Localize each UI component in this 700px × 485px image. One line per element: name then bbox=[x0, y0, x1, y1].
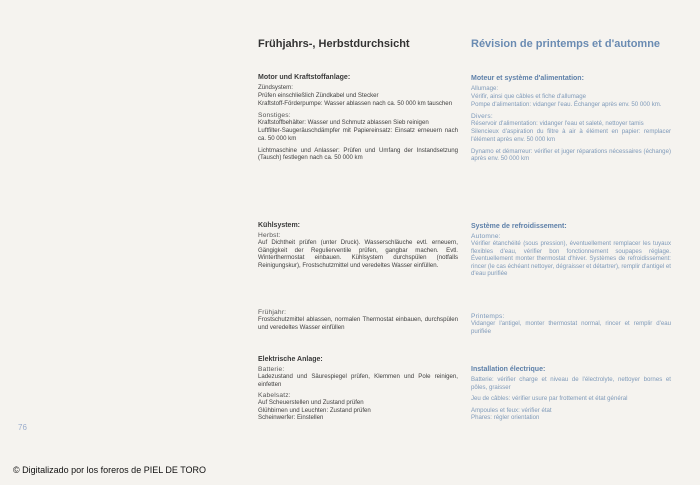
german-section-fruehjahr bbox=[258, 309, 458, 335]
german-fruehjahr-label: Frühjahr: bbox=[258, 309, 287, 316]
french-refroid-heading: Système de refroidissement: bbox=[471, 223, 567, 230]
french-pompe: Pompe d'alimentation: vidanger l'eau. Échanger après env. 50 000 km. bbox=[471, 101, 662, 109]
german-fruehjahr-text: Frostschutzmittel ablassen, normalen Thermostat einbauen, durchspülen und veredeltes Wasser einfüllen bbox=[258, 316, 458, 331]
german-section-elektrik bbox=[258, 356, 458, 426]
french-automne-text: Vérifier étanchéité (sous pression), éventuellement remplacer les tuyaux flexibles d'eau, vérifier bon fonctionnement soupapes réglage. Éventuellement monter thermostat d'hiver. Systèmes de refroidissement: rincer (le cas échéant nettoyer, dégraisser et détartrer), remplir d'antigel et d'eau purifiée bbox=[471, 240, 671, 278]
german-kabel-label: Kabelsatz: bbox=[258, 392, 291, 400]
french-section-printemps bbox=[471, 313, 671, 339]
german-motor-heading: Motor und Kraftstoffanlage: bbox=[258, 74, 351, 81]
french-section-moteur bbox=[471, 75, 671, 167]
german-zuendsystem: Zündsystem: Prüfen einschließlich Zündkabel und Stecker bbox=[258, 84, 379, 99]
french-batterie: Batterie: vérifier charge et niveau de l'électrolyte, nettoyer bornes et pôles, graisser bbox=[471, 376, 671, 391]
german-foerderpumpe: Kraftstoff-Förderpumpe: Wasser ablassen nach ca. 50 000 km tauschen bbox=[258, 100, 453, 108]
french-moteur-heading: Moteur et système d'alimentation: bbox=[471, 75, 584, 82]
french-silencieux: Silencieux d'aspiration du filtre à air à élément en papier: remplacer l'élément après env. 50 000 km bbox=[471, 128, 671, 143]
page-number: 76 bbox=[18, 423, 27, 432]
german-kuehl-heading: Kühlsystem: bbox=[258, 222, 301, 229]
german-lichtmaschine: Lichtmaschine und Anlasser: Prüfen und Umfang der Instandsetzung (Tausch) festlegen nach ca. 50 000 km bbox=[258, 146, 458, 162]
french-allumage: Allumage: Vérifir, ainsi que câbles et fiche d'allumage bbox=[471, 85, 586, 100]
german-herbst-text: Auf Dichtheit prüfen (unter Druck). Wasserschläuche evtl. erneuern, Gängigkeit der Regulierventile prüfen, gangbar machen. Evtl. Winterthermostat einbauen. Kühlsystem durchspülen (notfalls Reinigungskur), Frostschutzmittel und veredeltes Wasser einfüllen. bbox=[258, 239, 458, 269]
german-kabel-text: Auf Scheuerstellen und Zustand prüfen Glühbirnen und Leuchten: Zustand prüfen Scheinwerfer: Einstellen bbox=[258, 399, 371, 422]
german-kraftstoffbehaelter: Kraftstoffbehälter: Wasser und Schmutz ablassen Sieb reinigen bbox=[258, 118, 429, 126]
german-sonstiges-label: Sonstiges: bbox=[258, 111, 291, 119]
french-title: Révision de printemps et d'automne bbox=[471, 38, 661, 50]
french-section-elec bbox=[471, 366, 671, 426]
german-batterie-label: Batterie: bbox=[258, 366, 285, 373]
german-title: Frühjahrs-, Herbstdurchsicht bbox=[258, 38, 410, 50]
french-printemps-text: Vidanger l'antigel, monter thermostat normal, rincer et remplir d'eau purifiée bbox=[471, 320, 671, 335]
french-elec-heading: Installation électrique: bbox=[471, 366, 546, 373]
french-divers-label: Divers: bbox=[471, 112, 493, 120]
german-section-kuehl bbox=[258, 222, 458, 273]
french-cables: Jeu de câbles: vérifier usure par frottement et état général bbox=[471, 395, 628, 403]
german-batterie-text: Ladezustand und Säurespiegel prüfen, Klemmen und Pole reinigen, einfetten bbox=[258, 373, 458, 388]
german-herbst-label: Herbst: bbox=[258, 232, 281, 239]
french-automne-label: Automne: bbox=[471, 233, 501, 240]
french-section-refroid bbox=[471, 223, 671, 282]
german-luftfilter: Luftfilter-Saugeräuschdämpfer mit Papiereinsatz: Einsatz erneuern nach ca. 50 000 km bbox=[258, 127, 458, 142]
french-dynamo: Dynamo et démarreur: vérifier et juger réparations nécessaires (échange) après env. 50 000 km bbox=[471, 147, 671, 163]
german-section-motor bbox=[258, 74, 458, 166]
french-printemps-label: Printemps: bbox=[471, 313, 505, 320]
german-elektrik-heading: Elektrische Anlage: bbox=[258, 356, 323, 363]
french-reservoir: Réservoir d'alimentation: vidanger l'eau et saleté, nettoyer tamis bbox=[471, 119, 644, 127]
french-ampoules: Ampoules et feux: vérifier état Phares: régler orientation bbox=[471, 406, 552, 422]
copyright-notice: © Digitalizado por los foreros de PIEL DE TORO bbox=[13, 465, 207, 475]
